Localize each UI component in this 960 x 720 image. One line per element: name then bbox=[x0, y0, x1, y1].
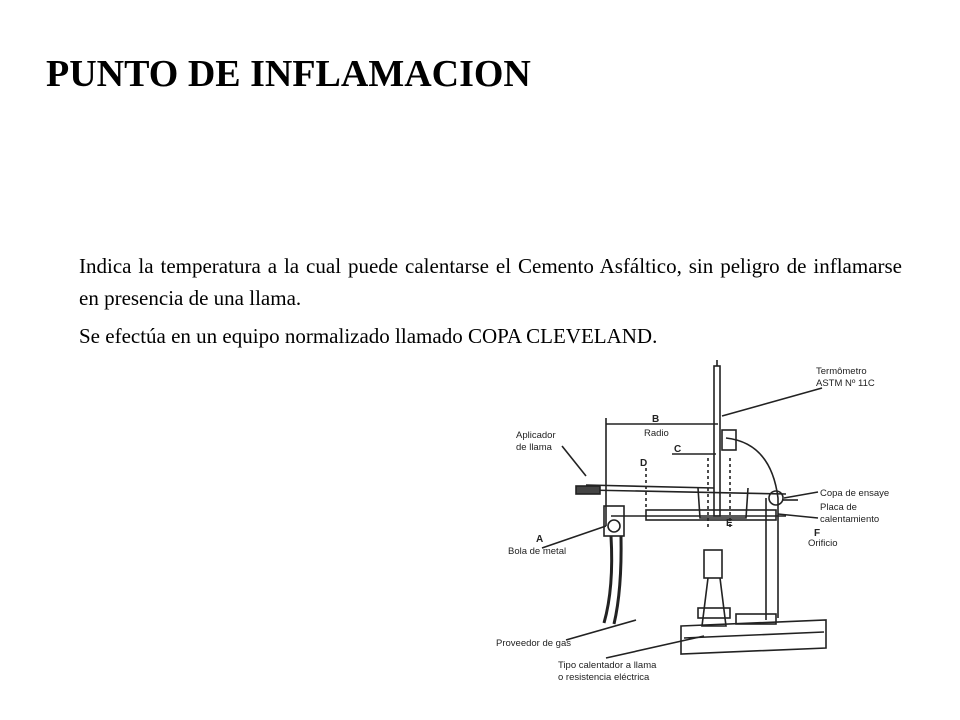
label-heater-1: Tipo calentador a llama bbox=[558, 660, 657, 671]
gas-hose bbox=[604, 536, 612, 623]
label-applicator-1: Aplicador bbox=[516, 430, 556, 441]
letter-a: A bbox=[536, 534, 544, 545]
label-cup: Copa de ensaye bbox=[820, 488, 890, 499]
label-thermometer-2: ASTM Nº 11C bbox=[816, 378, 875, 389]
letter-b: B bbox=[652, 414, 660, 425]
paragraph-equipment: Se efectúa en un equipo normalizado llamado COPA CLEVELAND. bbox=[79, 324, 658, 348]
cleveland-cup-diagram bbox=[486, 358, 896, 690]
applicator-arm bbox=[586, 490, 786, 494]
paragraph-definition: Indica la temperatura a la cual puede calentarse el Cemento Asfáltico, sin peligro de inflamarse en presencia de una llama. bbox=[79, 254, 902, 310]
label-plate-2: calentamiento bbox=[820, 514, 880, 525]
support-rod bbox=[726, 438, 778, 618]
burner-shape bbox=[704, 550, 722, 578]
label-plate-1: Placa de bbox=[820, 502, 857, 513]
letter-d: D bbox=[640, 458, 648, 469]
label-radius: Radio bbox=[644, 428, 669, 439]
label-heater-2: o resistencia eléctrica bbox=[558, 672, 650, 683]
slide-title: PUNTO DE INFLAMACION bbox=[46, 53, 531, 95]
label-orifice: Orificio bbox=[808, 538, 838, 549]
letter-c: C bbox=[674, 444, 682, 455]
label-applicator-2: de llama bbox=[516, 442, 552, 453]
letter-e: E bbox=[726, 518, 733, 529]
label-ball: Bola de metal bbox=[508, 546, 567, 557]
thermometer-shape bbox=[714, 366, 720, 516]
letter-f: F bbox=[814, 528, 821, 539]
label-thermometer-1: Termômetro bbox=[816, 366, 867, 377]
label-gas: Proveedor de gas bbox=[496, 638, 571, 649]
slide-body bbox=[79, 250, 902, 358]
